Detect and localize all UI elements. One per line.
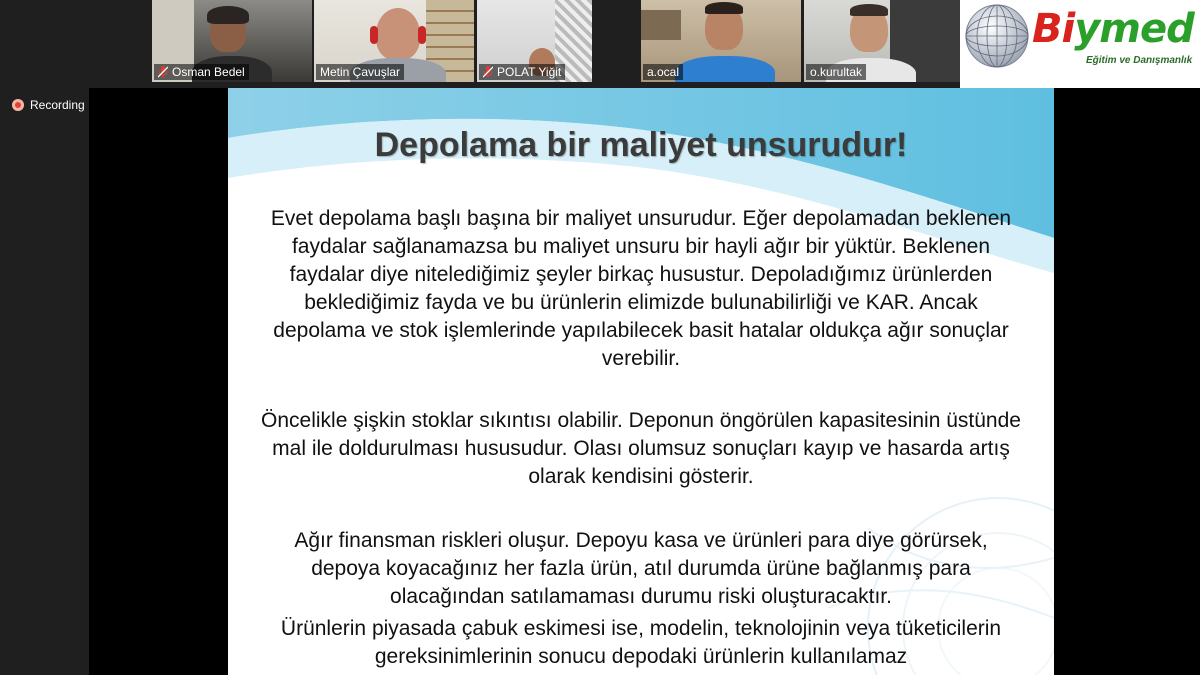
participant-tile-active-speaker[interactable] (314, 0, 474, 82)
brand-wordmark-part: Bi (1032, 6, 1075, 52)
brand-wordmark-part: ymed (1074, 6, 1194, 52)
participant-nameplate (154, 64, 249, 80)
mic-muted-icon (483, 66, 493, 78)
participant-nameplate (806, 64, 866, 80)
participant-name: Osman Bedel (172, 65, 245, 79)
brand-wordmark (1032, 6, 1194, 52)
participant-name: a.ocal (647, 65, 680, 79)
slide-paragraph: Ürünlerin piyasada çabuk eskimesi ise, modelin, teknolojinin veya tüketicilerin gereksinimlerinin sonucu depodaki ürünlerin kullanılamaz (280, 617, 1002, 668)
participant-hair (705, 2, 743, 14)
participant-tile[interactable] (477, 0, 592, 82)
participant-tile[interactable] (152, 0, 312, 82)
slide-paragraph: Evet depolama başlı başına bir maliyet unsurudur. Eğer depolamadan beklenen faydalar sağlanamazsa bu maliyet unsuru bir hayli ağır bir yüktür. Beklenen faydalar diye nitelediğimiz şeyler birkaç husustur. Depoladığımız ürünlerden beklediğimiz fayda ve bu ürünlerin elimizde bulunabilirliği ve KAR. Ancak depolama ve stok işlemlerinde yapılabilecek basit hatalar oldukça ağır sonuçlar verebilir. (270, 207, 1012, 370)
headphones (418, 26, 426, 44)
recording-indicator[interactable] (12, 98, 85, 112)
record-icon (12, 99, 24, 111)
slide-paragraph: Ağır finansman riskleri oluşur. Depoyu kasa ve ürünleri para diye görürsek, depoya koyacağınız her fazla ürün, atıl durumda ürüne bağlanmış para olacağından satılamaması durumu riski oluşturacaktır. (294, 529, 988, 608)
headphones (370, 26, 378, 44)
presentation-slide (228, 88, 1054, 675)
participant-nameplate (316, 64, 404, 80)
participant-name: Metin Çavuşlar (320, 65, 401, 79)
brand-tagline: Eğitim ve Danışmanlık (1086, 55, 1193, 66)
participant-name: o.kurultak (810, 65, 863, 79)
participant-name: POLAT Yiğit (497, 65, 562, 79)
slide-title: Depolama bir maliyet unsurudur! (374, 126, 908, 164)
slide-paragraph: Öncelikle şişkin stoklar sıkıntısı olabilir. Deponun öngörülen kapasitesinin üstünde mal ile doldurulması hususudur. Olası olumsuz sonuçları kayıp ve hasarda artış olarak kendisini gösterir. (261, 409, 1021, 488)
recording-label: Recording (30, 98, 85, 112)
participant-head (376, 8, 420, 60)
globe-icon (964, 3, 1030, 69)
participant-body (675, 56, 775, 82)
participant-tile[interactable] (641, 0, 801, 82)
brand-logo (960, 0, 1200, 88)
participant-nameplate (479, 64, 565, 80)
participant-tile[interactable] (804, 0, 960, 82)
participant-nameplate (643, 64, 683, 80)
participant-hair (207, 6, 249, 24)
participant-hair (850, 4, 888, 16)
mic-muted-icon (158, 66, 168, 78)
video-feed (641, 10, 681, 40)
